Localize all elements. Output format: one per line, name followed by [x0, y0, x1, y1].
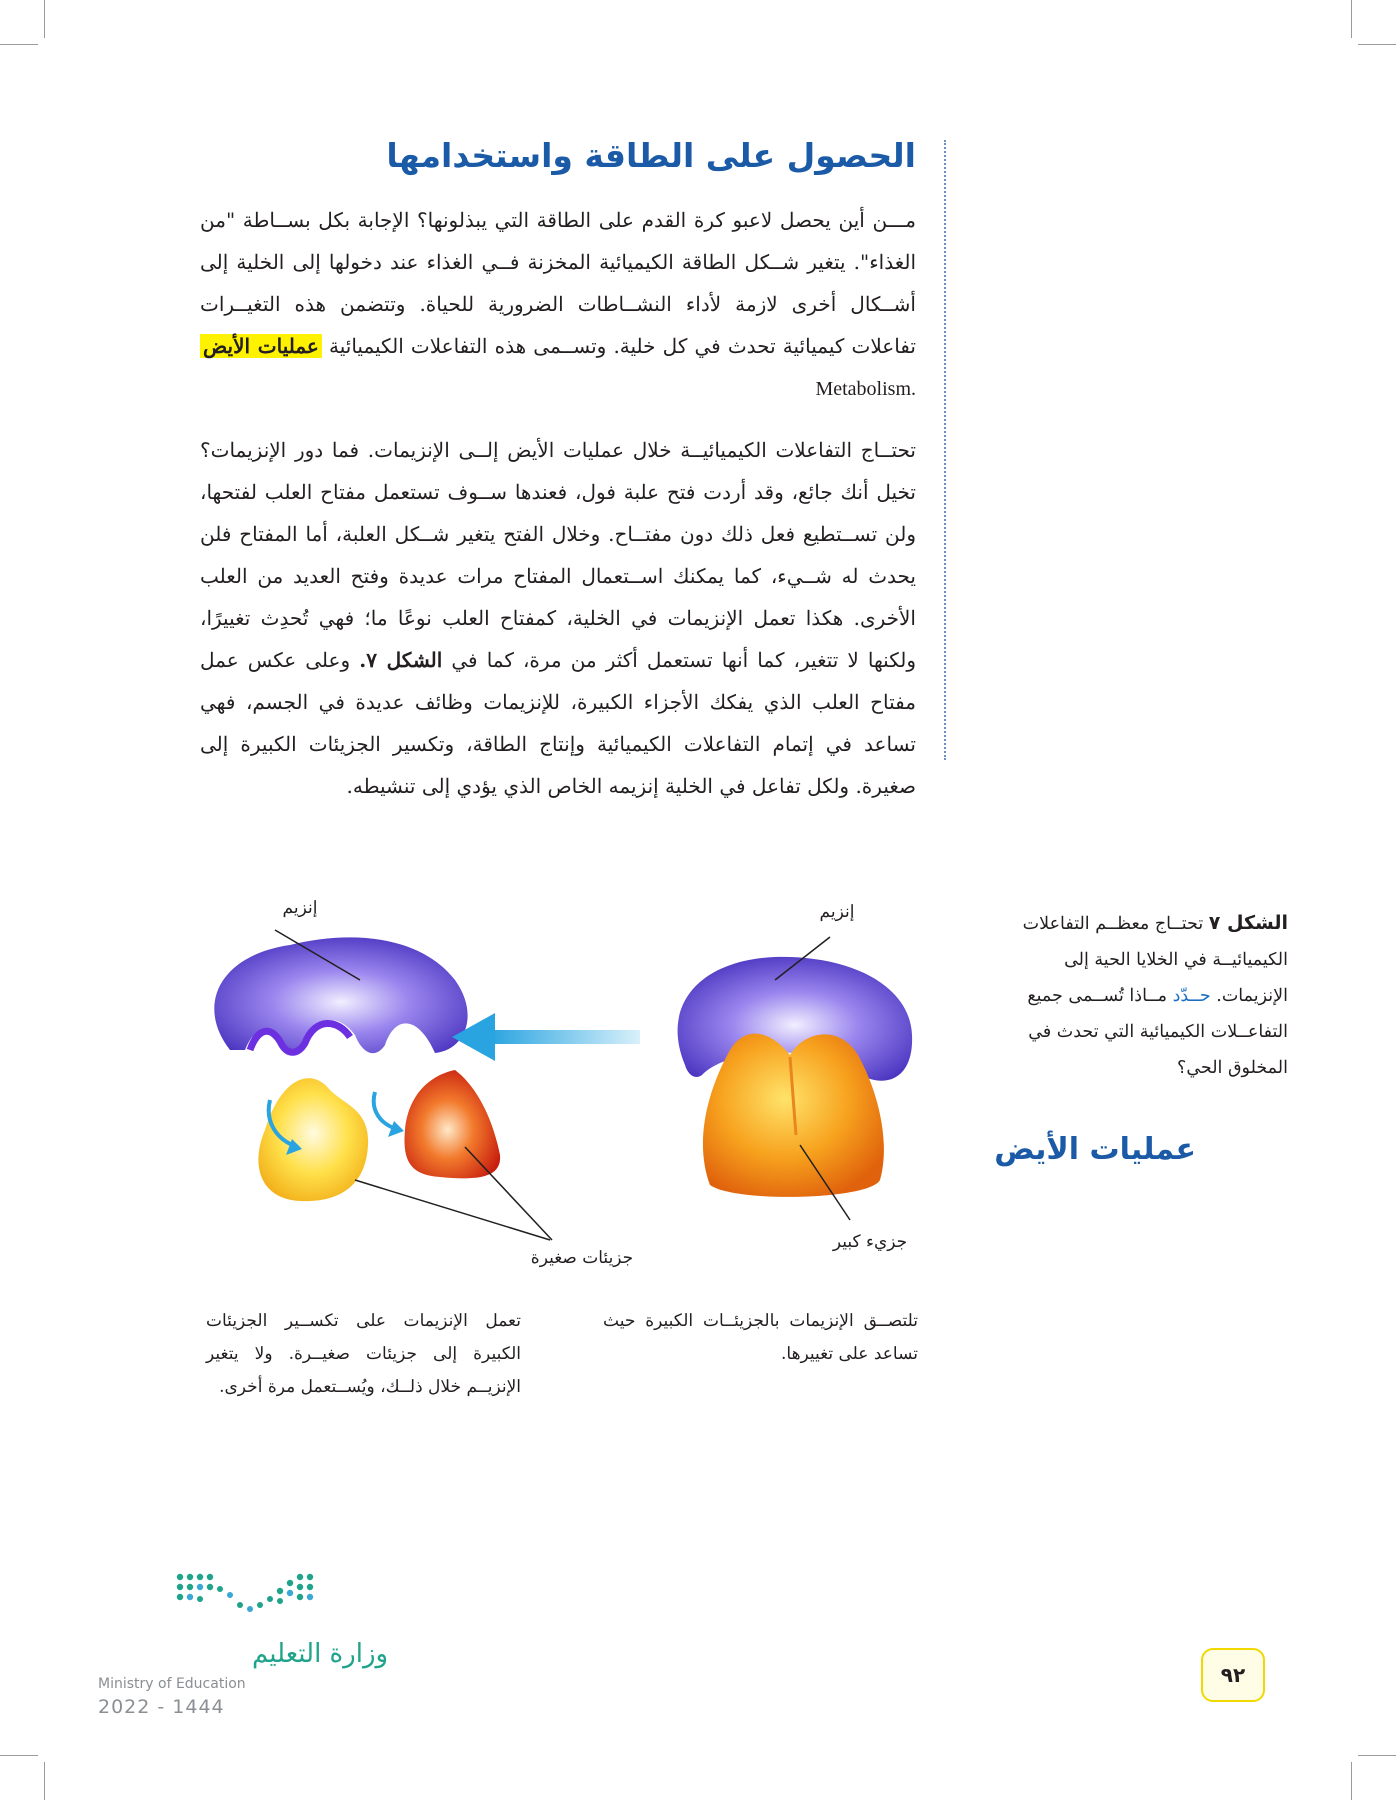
crop-mark — [44, 0, 45, 38]
red-molecule — [404, 1070, 500, 1178]
ministry-name-en: Ministry of Education — [98, 1676, 246, 1692]
margin-divider — [944, 140, 946, 760]
crop-mark — [0, 1755, 38, 1756]
direction-arrow — [490, 1030, 640, 1044]
question-verb: حــدّد — [1172, 986, 1211, 1006]
caption-right: تلتصــق الإنزيمات بالجزيئــات الكبيرة حيث تساعد على تغييرها. — [603, 1311, 918, 1364]
crop-mark — [1358, 1755, 1396, 1756]
label-line — [465, 1147, 552, 1240]
crop-mark — [44, 1762, 45, 1800]
paragraph-text: وعلى عكس عمل مفتاح العلب الذي يفكك الأجزاء الكبيرة، للإنزيمات وظائف عديدة في الجسم، فهي تساعد في إتمام التفاعلات الكيميائية وإنتاج الطاقة، وتكسير الجزيئات الكبيرة إلى صغيرة. ولكل تفاعل في الخلية إنزيمه الخاص الذي يؤدي إلى تنشيطه. — [200, 648, 916, 798]
crop-mark — [1351, 1762, 1352, 1800]
paragraph-text: مـــن أين يحصل لاعبو كرة القدم على الطاقة التي يبذلونها؟ الإجابة بكل بســاطة "من الغذاء". يتغير شــكل الطاقة الكيميائية المخزنة فــي الغذاء عند دخولها إلى الخلية إلى أشــكال أخرى لازمة لأداء النشــاطات الضرورية للحياة. وتتضمن هذه التغيــرات تفاعلات كيميائية تحدث في كل خلية. وتســمى هذه التفاعلات الكيميائية — [200, 208, 916, 358]
section-heading: الحصول على الطاقة واستخدامها — [386, 136, 916, 175]
logo-dots — [177, 1574, 313, 1612]
figure-reference[interactable]: الشكل ٧. — [359, 648, 443, 672]
ministry-logo — [80, 1565, 389, 1745]
sidebar-statement: تحتــاج معظــم التفاعلات الكيميائيــة في الخلايا الحية إلى الإنزيمات. — [1022, 914, 1288, 1006]
figure-label: الشكل ٧ — [1208, 912, 1288, 934]
crop-mark — [1351, 0, 1352, 38]
release-arrow-head — [388, 1121, 404, 1137]
label-enzyme-right: إنزيم — [819, 902, 855, 922]
crop-mark — [1358, 44, 1396, 45]
label-enzyme-left: إنزيم — [282, 898, 318, 918]
paragraph-enzymes — [200, 429, 916, 807]
label-large-molecule: جزيء كبير — [832, 1232, 908, 1252]
highlighted-term: عمليات الأيض — [200, 334, 322, 358]
yellow-molecule — [258, 1078, 368, 1201]
ministry-name-ar: وزارة التعليم — [252, 1639, 389, 1669]
edition-year: 2022 - 1444 — [98, 1696, 225, 1718]
page-number: ٩٢ — [1201, 1648, 1265, 1702]
label-line — [355, 1180, 550, 1240]
sidebar-answer: عمليات الأيض — [994, 1132, 1196, 1167]
crop-mark — [0, 44, 38, 45]
paragraph-metabolism — [200, 199, 916, 410]
enzyme-figure — [190, 885, 950, 1285]
caption-left: تعمل الإنزيمات على تكســير الجزيئات الكبيرة إلى جزيئات صغيــرة. ولا يتغير الإنزيــم خلال ذلــك، ويُســتعمل مرة أخرى. — [206, 1311, 521, 1397]
paragraph-text: تحتــاج التفاعلات الكيميائيــة خلال عمليات الأيض إلــى الإنزيمات. فما دور الإنزيمات؟ تخيل أنك جائع، وقد أردت فتح علبة فول، فعندها ســوف تستعمل مفتاح العلب لفتحها، ولن تســتطيع فعل ذلك دون مفتــاح. وخلال الفتح يتغير شــكل العلبة، أما المفتاح فلن يحدث له شــيء، كما يمكنك اســتعمال المفتاح مرات عديدة وفتح العديد من العلب الأخرى. هكذا تعمل الإنزيمات في الخلية، كمفتاح العلب نوعًا ما؛ فهي تُحدِث تغييرًا، ولكنها لا تتغير، كما أنها تستعمل أكثر من مرة، كما في — [200, 438, 917, 672]
figure-sidebar — [1018, 905, 1288, 1086]
label-small-molecules: جزيئات صغيرة — [530, 1248, 634, 1268]
sidebar-question: مــاذا تُســمى جميع التفاعــلات الكيميائية التي تحدث في المخلوق الحي؟ — [1027, 986, 1288, 1078]
english-term: Metabolism. — [815, 378, 916, 400]
